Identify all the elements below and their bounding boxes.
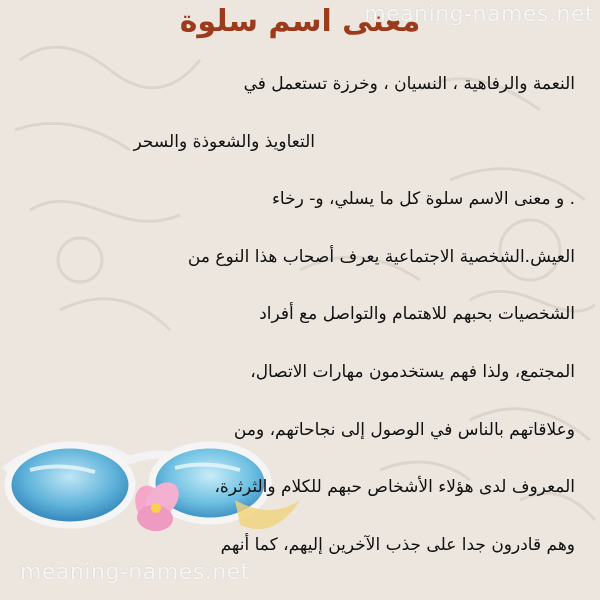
title-bar xyxy=(0,0,600,50)
text-line-8: المعروف لدى هؤلاء الأشخاص حبهم للكلام والثرثرة، xyxy=(214,477,575,498)
text-line-6: المجتمع، ولذا فهم يستخدمون مهارات الاتصال، xyxy=(250,361,575,382)
text-line-3: . و معنى الاسم سلوة كل ما يسلي، و- رخاء xyxy=(271,189,575,210)
page-title: معنى اسم سلوة xyxy=(179,4,421,39)
watermark-top: meaning-names.net xyxy=(364,2,594,27)
text-line-2: التعاويذ والشعوذة والسحر xyxy=(133,131,315,152)
meaning-text xyxy=(30,62,575,580)
text-line-7: وعلاقاتهم بالناس في الوصول إلى نجاحاتهم، ومن xyxy=(233,419,575,440)
text-line-1: النعمة والرفاهية ، النسيان ، وخرزة تستعمل في xyxy=(243,74,575,94)
text-line-9: وهم قادرون جدا على جذب الآخرين إليهم، كما أنهم xyxy=(220,534,575,555)
text-line-4: العيش.الشخصية الاجتماعية يعرف أصحاب هذا النوع من xyxy=(187,246,575,267)
watermark-bottom: meaning-names.net xyxy=(20,560,250,585)
text-line-5: الشخصيات بحبهم للاهتمام والتواصل مع أفراد xyxy=(259,304,575,325)
